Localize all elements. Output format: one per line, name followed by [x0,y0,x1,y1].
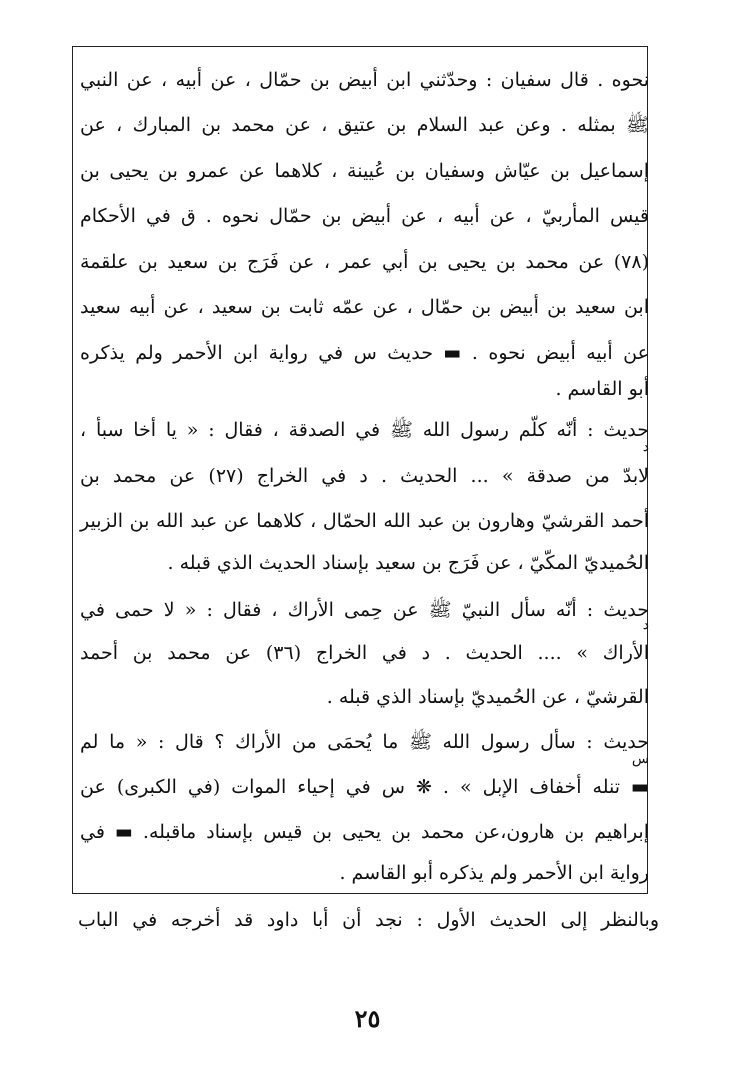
text-line: ▬ تنله أخفاف الإبل » . ❋ س في إحياء الموات (في الكبرى) عن [80,776,649,798]
text-line: إبراهيم بن هارون،عن محمد بن يحيى بن قيس بإسناد ماقبله. ▬ في [80,821,649,843]
text-line: ﷺ بمثله . وعن عبد السلام بن عتيق ، عن محمد بن المبارك ، عن [80,114,649,136]
text-line: ابن سعيد بن أبيض بن حمّال ، عن عمّه ثابت بن سعيد ، عن أبيه سعيد [80,296,649,318]
margin-symbol: س [631,751,649,767]
text-line: أحمد القرشيّ وهارون بن عبد الله الحمّال ، كلاهما عن عبد الله بن الزبير [80,510,649,532]
text-line: قيس المأربيّ ، عن أبيه ، عن أبيض بن حمّال نحوه . ق في الأحكام [80,205,649,227]
text-line: الحُميديّ المكّيّ ، عن فَرَج بن سعيد بإسناد الحديث الذي قبله . [167,552,649,574]
margin-symbol: د [642,439,649,455]
text-line: حديث : أنّه سأل النبيّ ﷺ عن حِمى الأراك ، فقال : « لا حمى في [80,599,649,621]
footer-line: وبالنظر إلى الحديث الأول : نجد أن أبا داود قد أخرجه في الباب [78,909,659,931]
text-line: (٧٨) عن محمد بن يحيى بن أبي عمر ، عن فَرَج بن سعيد بن علقمة [80,251,649,273]
text-line: إسماعيل بن عيّاش وسفيان بن عُيينة ، كلاهما عن عمرو بن يحيى بن [80,160,649,182]
margin-symbol: د [642,617,649,633]
text-line: حديث : سأل رسول الله ﷺ ما يُحمَى من الأراك ؟ قال : « ما لم [80,731,649,753]
text-line: أبو القاسم . [555,378,649,400]
text-line: حديث : أنّه كلّم رسول الله ﷺ في الصدقة ، فقال : « يا أخا سبأ ، [80,419,649,441]
text-line: الأراك » .... الحديث . د في الخراج (٣٦) عن محمد بن أحمد [80,642,649,664]
text-line: نحوه . قال سفيان : وحدّثني ابن أبيض بن حمّال ، عن أبيه ، عن النبي [80,69,649,91]
page-number: ٢٥ [354,1004,381,1033]
text-line: عن أبيه أبيض نحوه . ▬ حديث س في رواية ابن الأحمر ولم يذكره [80,342,649,364]
text-line: القرشيّ ، عن الحُميديّ بإسناد الذي قبله . [326,686,649,708]
text-line: لابدّ من صدقة » ... الحديث . د في الخراج (٢٧) عن محمد بن [80,465,649,487]
text-line: رواية ابن الأحمر ولم يذكره أبو القاسم . [339,862,649,884]
